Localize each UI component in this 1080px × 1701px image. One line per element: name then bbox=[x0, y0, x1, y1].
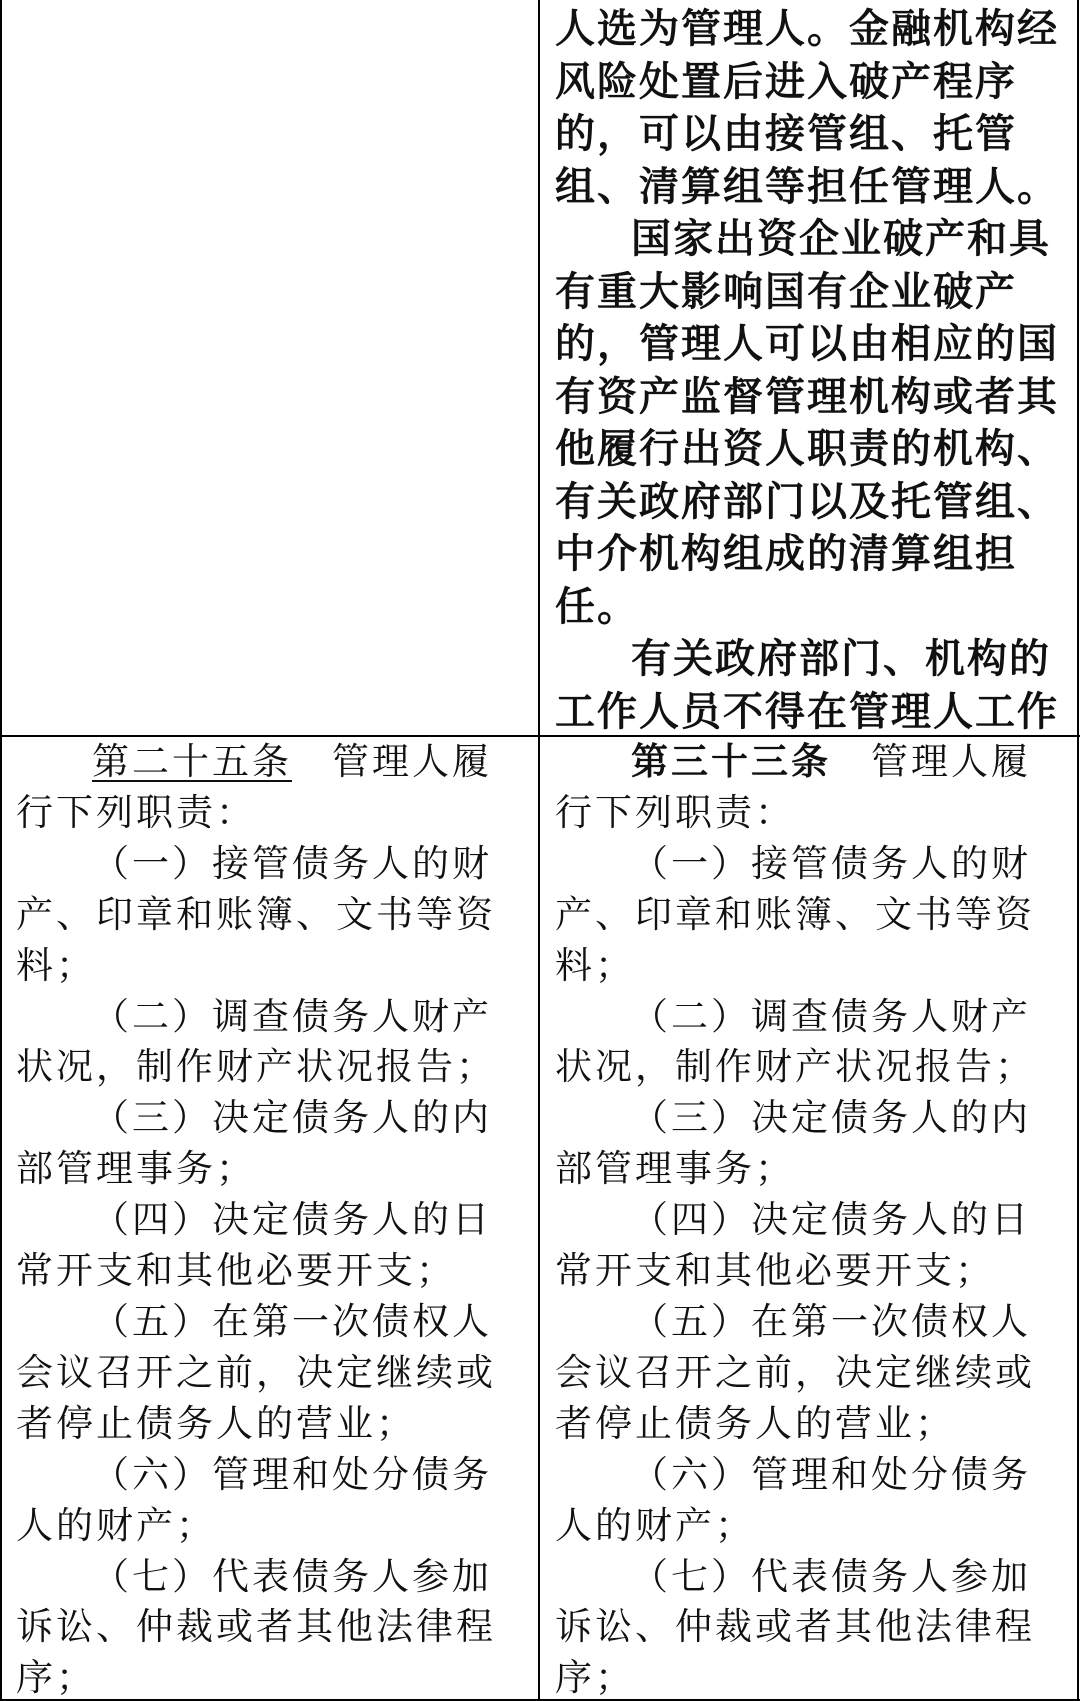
list-item: （七）代表债务人参加诉讼、仲裁或者其他法律程序； bbox=[16, 1554, 496, 1699]
list-item: （六）管理和处分债务人的财产； bbox=[16, 1452, 492, 1547]
list-item: （二）调查债务人财产状况，制作财产状况报告； bbox=[16, 994, 496, 1089]
article-heading-text: 管理人履行下列职责： bbox=[16, 740, 492, 834]
article-heading-text: 管理人履行下列职责： bbox=[555, 740, 1031, 834]
table-border-right bbox=[1077, 0, 1079, 1701]
article-heading bbox=[16, 737, 530, 839]
list-item: （三）决定债务人的内部管理事务； bbox=[555, 1096, 1031, 1191]
empty-cell bbox=[2, 0, 538, 735]
list-item: （五）在第一次债权人会议召开之前，决定继续或者停止债务人的营业； bbox=[16, 1299, 496, 1445]
right-article-cell bbox=[555, 737, 1070, 1699]
top-right-cell bbox=[555, 3, 1070, 735]
list-item: （四）决定债务人的日常开支和其他必要开支； bbox=[555, 1198, 1031, 1293]
article-number: 第二十五条 bbox=[92, 740, 292, 783]
list-item: （五）在第一次债权人会议召开之前，决定继续或者停止债务人的营业； bbox=[555, 1299, 1035, 1445]
paragraph: 有关政府部门、机构的工作人员不得在管理人工作 bbox=[555, 636, 1059, 735]
article-heading bbox=[555, 737, 1070, 839]
list-item: （六）管理和处分债务人的财产； bbox=[555, 1452, 1031, 1547]
list-item: （一）接管债务人的财产、印章和账簿、文书等资料； bbox=[16, 841, 496, 987]
paragraph: 国家出资企业破产和具有重大影响国有企业破产的，管理人可以由相应的国有资产监督管理机构或者其他履行出资人职责的机构、有关政府部门以及托管组、中介机构组成的清算组担任。 bbox=[555, 216, 1059, 630]
list-item: （四）决定债务人的日常开支和其他必要开支； bbox=[16, 1198, 492, 1293]
list-item: （七）代表债务人参加诉讼、仲裁或者其他法律程序； bbox=[555, 1554, 1035, 1699]
left-article-cell bbox=[16, 737, 530, 1699]
list-item: （一）接管债务人的财产、印章和账簿、文书等资料； bbox=[555, 841, 1035, 987]
article-number: 第三十三条 bbox=[631, 740, 831, 783]
list-item: （二）调查债务人财产状况，制作财产状况报告； bbox=[555, 994, 1035, 1089]
paragraph: 人选为管理人。金融机构经风险处置后进入破产程序的，可以由接管组、托管组、清算组等担任管理人。 bbox=[555, 6, 1059, 210]
column-divider bbox=[538, 0, 540, 1701]
list-item: （三）决定债务人的内部管理事务； bbox=[16, 1096, 492, 1191]
